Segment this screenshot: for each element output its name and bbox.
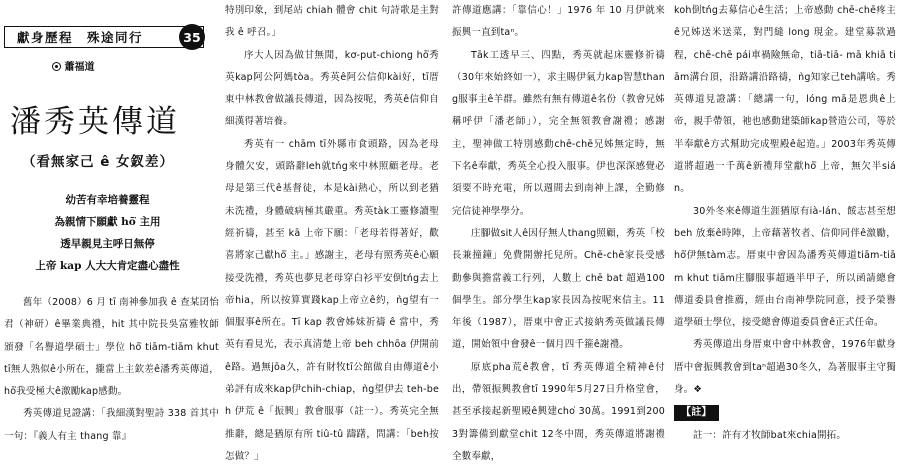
column-4: [674, 0, 896, 454]
series-header: [4, 26, 204, 48]
left-body-text: [4, 292, 219, 448]
lead-line-2: 為親情下願獻 hō͘ 主用: [54, 216, 161, 228]
lead-line-1: 幼苦有幸培養靈程: [65, 194, 150, 206]
bullet-circle-icon: [52, 62, 61, 71]
paragraph: 舊年（2008）6 月 tī 南神參加我 ê 查某囝怡君（神研）ê畢業典禮，hit 其中院長吳富雅牧師頒發「名譽道學碩士」學位 hō͘ tiām-tiām khut tī無人熟似ê小所在，攏當上主欽差ê潘秀英傳道，hō͘我受極大ê激勵kap感動。: [4, 297, 219, 398]
paragraph: 秀英傳道見證講：「我細漢對聖詩 338 首其中一句：『義人有主 thang 靠』: [4, 408, 219, 442]
paragraph: 特別印象，到尾站 chiah 體會 chit 句詩歌是主對我 ê 呼召。」: [225, 5, 439, 39]
author-line: [52, 58, 94, 73]
column-3: [452, 0, 665, 462]
paragraph: 原底pha荒ê教會，tī 秀英傳道全精神ê付出，帶領振興教會tī 1990年5月27日升格堂會，甚至承接起新聖殿ê興建cho͘ 30萬。1991到2003對籌備到獻堂chit 12冬中間，秀英傳道將謝禮全數奉獻，: [452, 361, 665, 462]
author-name: 蕭福道: [64, 62, 95, 73]
lead-line-4: 上帝 kap 人大大肯定盡心盡性: [35, 260, 180, 272]
paragraph: Tāk工透早三、四點，秀英就起床靈修祈禱（30年來始終如一），求主賜伊氣力kap智慧thang服事主ê羊群。雖然有無有傳道ê名份（教會兄姊稱呼伊「潘老師」），完全無領教會謝禮；感謝主，聖神做工特別感動chē-chē兄姊無定時，無下名ê奉獻，秀英全心投入服事。伊也深深感覺必須要不時充電，所以週間去到南神上課，全勤修完信徒神學學分。: [452, 49, 665, 217]
footnote-text: 註一：許有才牧師bat來chia開拓。: [693, 429, 847, 441]
paragraph: 庄腳做sit人ê因仔無人thang照顧，秀英「校長兼撞鐘」免費開辦托兒所。Chē-chē家長受感動參與擔當義工行列，人數上 chē bat 超過100個學生。部分學生kap家長因為按呢來信主。11 年後（1987），厝東中會正式接納秀英做議長傳道，開始領中會發ê一個月四千箍ê謝禮。: [452, 227, 665, 351]
paragraph: koh倒tńg去募信心ê生活；上帝感動 chē-chē疼主ê兄姊送米送菜，對門縫 long 現金。建堂募款過程，chē-chē pái車禍險無命，tiā-tiā- mā khiā tiām溝台頂，沿路講沿路禱，ǹg知家己teh講啥。秀英傳道見證講：「總講一句，lóng mā是恩典ê上帝，親手帶領，祂也感動建築師kap營造公司，等於半奉獻ê方式幫助完成聖殿ê起造。」2003年秀英傳道將超過一千萬ê新禮拜堂獻hō͘ 上帝，無欠半sián。: [674, 5, 896, 195]
lead-line-3: 透早親見主呼日無停: [60, 238, 155, 250]
paragraph: 秀英傳道出身厝東中會中林教會，1976年獻身厝中會振興教會到taⁿ超過30冬久，為著服事主守獨身。❖: [674, 339, 896, 396]
note-heading: 【註】: [674, 405, 719, 421]
series-label: 獻身歷程 殊途同行: [17, 30, 144, 45]
paragraph: 秀英有一 chām tī外縣市食頭路，因為老母身體欠安，頭路辭leh就tńg來中林照顧老母。老母是第三代ê基督徒，本是kài熱心，所以到老猶未洗禮，身體破病極其嚴重。秀英tàk工靈修讀聖經祈禱，甚至 kā 上帝下願：「老母若得著好，歡喜將家己獻hō͘ 主。」感謝主，老母有照秀英ê心願接受洗禮，秀英也夢見老母穿白衫平安倒tńg去上帝hia，所以按算實踐kap上帝立ê約，ǹg望有一個服事ê所在。Tī kap 教會姊妹祈禱 ê 當中，秀英有看見光，表示真清楚上帝 beh chhōa 伊開前ê路。過無jōa久，許有財牧tī公館做自由傳道ê小弟評有成來kap伊chih-chiap，ǹg望伊去 teh-beh 伊荒 ê「振興」教會服事（註一）。秀英完全無推辭，總是猶原有所 tiû-tû 躊躇，問講：「beh按怎做？」: [225, 138, 439, 462]
article-title: 潘秀英傳道: [10, 104, 180, 140]
series-number-badge: 35: [179, 24, 205, 50]
paragraph: 許傳道應講：「靠信心！」1976 年 10 月伊就來振興一直到taⁿ。: [452, 5, 665, 39]
column-2: [225, 0, 439, 462]
article-subtitle: （看無家己 ê 女釵差）: [22, 154, 175, 170]
paragraph: 序大人因為做甘無閒，kơ-put-chiong hō͘秀英kap阿公阿媽tòa。秀英ê阿公信仰kài好，tī厝東中林教會做議長傳道，因為按呢，秀英ê信仰自細漢得著培養。: [225, 49, 439, 128]
paragraph: 30外冬來ê傳道生涯猶原有ià-lán、餒志甚至想 beh 放棄ê時陣，上帝藉著牧者、信仰同伴ê激勵，hō͘伊無tàm志。厝東中會因為潘秀英傳道tiām-tiām khut tiām庄腳服事超過半甲子，所以函請總會傳道委員會推薦，經由台南神學院同意，授予榮譽道學碩士學位，接受總會傳道委員會ê正式任命。: [674, 205, 896, 329]
